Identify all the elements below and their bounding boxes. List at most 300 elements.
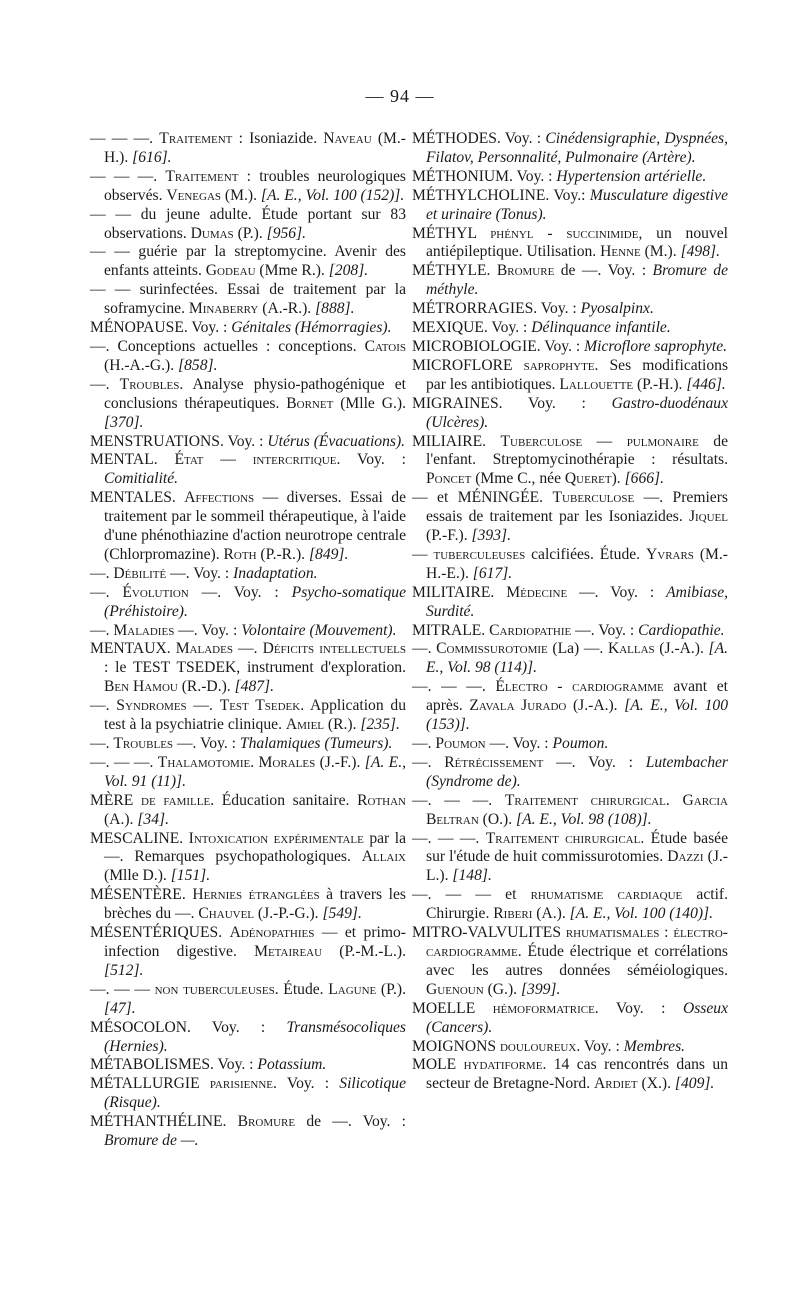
- entry-segment: Amibiase, Surdité.: [426, 583, 729, 620]
- entry-segment: (A.-R.).: [258, 300, 316, 318]
- entry-segment: [498].: [680, 243, 720, 261]
- entry-segment: Catois: [364, 337, 406, 355]
- entry-segment: de —. Voy. :: [295, 1113, 406, 1131]
- index-entry: [90, 243, 406, 281]
- entry-segment: MIGRAINES. Voy. :: [412, 394, 612, 412]
- entry-segment: Morales: [258, 753, 316, 771]
- entry-segment: Guenoun: [426, 980, 484, 998]
- entry-segment: Bromure: [237, 1113, 296, 1131]
- index-entry: [412, 168, 728, 187]
- entry-segment: (A.).: [104, 810, 138, 828]
- entry-segment: Cardiopathie.: [638, 621, 725, 639]
- entry-segment: (J.-A.).: [654, 640, 709, 658]
- entry-segment: douloureux: [499, 1037, 577, 1055]
- entry-segment: rhumatismales: [565, 924, 660, 942]
- page-number: — 94 —: [365, 86, 435, 106]
- entry-segment: —.: [90, 564, 114, 582]
- index-entry: [412, 924, 728, 1000]
- entry-segment: Pyosalpinx.: [580, 300, 654, 318]
- index-entry: [412, 830, 728, 887]
- entry-segment: Évolution: [122, 583, 189, 601]
- entry-segment: Affections: [184, 489, 255, 507]
- entry-segment: Volontaire (Mouvement).: [241, 621, 397, 639]
- entry-segment: Yvrars: [645, 545, 694, 563]
- entry-segment: Génitales (Hémorragies).: [231, 319, 392, 337]
- entry-segment: non tuberculeuses: [154, 980, 275, 998]
- entry-segment: Commissurotomie: [436, 640, 548, 658]
- entry-segment: rhumatisme cardiaque: [530, 886, 683, 904]
- entry-segment: . Voy. :: [576, 1037, 624, 1055]
- entry-segment: Traitement: [165, 167, 239, 185]
- entry-segment: Transmésocoliques (Hernies).: [104, 1018, 406, 1055]
- index-entry: [412, 489, 728, 546]
- entry-segment: Comitialité.: [104, 470, 179, 488]
- entry-segment: Malades: [175, 640, 233, 658]
- entry-segment: Henne: [600, 243, 641, 261]
- index-entry: [412, 886, 728, 924]
- entry-segment: MICROFLORE: [412, 356, 524, 374]
- entry-segment: Naveau: [323, 130, 372, 147]
- index-entry: [90, 754, 406, 792]
- entry-segment: : Isoniazide.: [232, 130, 324, 147]
- entry-segment: Cardiopathie: [489, 621, 572, 639]
- entry-segment: — et primo-infection digestive.: [104, 924, 406, 960]
- index-entry: [90, 168, 406, 206]
- entry-segment: Poumon: [435, 735, 486, 752]
- entry-segment: Roth: [223, 545, 257, 563]
- entry-segment: Lagune: [328, 980, 377, 998]
- entry-segment: —. Voy. :: [166, 564, 234, 582]
- entry-segment: —. — —.: [90, 753, 158, 771]
- entry-segment: saprophyte: [523, 356, 595, 374]
- entry-segment: Godeau: [205, 262, 256, 280]
- entry-segment: — — guérie par la streptomycine. Avenir des enfants atteints.: [90, 243, 406, 280]
- entry-segment: électro-cardiogramme: [426, 924, 728, 960]
- index-entry: [90, 130, 406, 168]
- entry-segment: MÉTHYLE.: [412, 262, 497, 280]
- entry-segment: MÉTRORRAGIES. Voy. :: [412, 300, 581, 318]
- entry-segment: Metaireau: [254, 942, 323, 960]
- index-entry: [412, 735, 728, 754]
- index-entry: [412, 754, 728, 792]
- entry-segment: parisienne: [209, 1075, 273, 1093]
- entry-segment: Maladies: [113, 621, 175, 639]
- entry-segment: [47].: [104, 999, 136, 1017]
- index-entry: [90, 584, 406, 622]
- entry-segment: . Analyse physio-pathogénique et conclusions thérapeutiques.: [104, 375, 407, 412]
- entry-segment: Tuberculose: [500, 432, 583, 450]
- entry-segment: [666].: [624, 470, 665, 488]
- entry-segment: Garcia Beltran: [426, 791, 728, 828]
- entry-segment: [617].: [472, 564, 513, 582]
- index-entry: [90, 565, 406, 584]
- entry-segment: MÈRE: [90, 791, 141, 809]
- index-entry: [412, 678, 728, 735]
- index-entry: [90, 451, 406, 489]
- entry-segment: [849].: [308, 545, 349, 563]
- entry-segment: : le TEST TSEDEK, instrument d'exploration.: [104, 659, 406, 677]
- entry-segment: MÉTHANTHÉLINE.: [90, 1113, 238, 1131]
- entry-segment: [A. E., Vol. 100 (152)].: [260, 186, 405, 204]
- entry-segment: —. Voy. :: [173, 735, 240, 752]
- entry-segment: —.: [90, 697, 117, 715]
- entry-segment: Lallouette: [559, 375, 634, 393]
- entry-segment: [370].: [104, 413, 144, 431]
- entry-segment: Microflore saprophyte.: [584, 337, 728, 355]
- index-entry: [90, 697, 406, 735]
- entry-segment: Ardiet: [594, 1075, 638, 1093]
- entry-segment: calcifiées. Étude.: [525, 545, 646, 563]
- entry-segment: MILIAIRE.: [412, 432, 501, 450]
- entry-segment: —.: [412, 735, 436, 752]
- entry-segment: . Éducation sanitaire.: [210, 791, 358, 809]
- entry-segment: —. Conceptions actuelles : conceptions.: [90, 337, 365, 355]
- entry-segment: — — —.: [90, 130, 160, 147]
- index-entry: [90, 981, 406, 1019]
- entry-segment: de famille: [141, 791, 211, 809]
- entry-segment: . Étude basée sur l'étude de huit commissurotomies.: [426, 829, 728, 866]
- index-entry: [412, 433, 728, 490]
- entry-segment: [34].: [137, 810, 169, 828]
- index-entry: [412, 584, 728, 622]
- entry-segment: [151].: [170, 867, 211, 885]
- entry-segment: (J.-A.).: [566, 697, 625, 715]
- entry-segment: Syndromes: [116, 697, 187, 715]
- entry-segment: Rothan: [357, 791, 406, 809]
- entry-segment: Électro - cardiogramme: [495, 678, 664, 696]
- entry-segment: Utérus (Évacuations).: [267, 432, 406, 450]
- index-entry: [412, 1000, 728, 1038]
- index-entry: [412, 300, 728, 319]
- entry-segment: (M.-H.-E.).: [426, 545, 728, 582]
- entry-segment: Adénopathies: [229, 924, 315, 942]
- entry-segment: . Ses modifications par les antibiotiques.: [426, 356, 729, 393]
- entry-segment: MÉNOPAUSE. Voy. :: [90, 319, 232, 337]
- entry-segment: —. — —.: [412, 829, 486, 847]
- entry-segment: [A. E., Vol. 98 (108)].: [516, 810, 652, 828]
- entry-segment: [235].: [360, 716, 400, 734]
- entry-segment: — — du jeune adulte. Étude portant sur 83 observations.: [90, 205, 406, 242]
- entry-segment: Thalamiques (Tumeurs).: [239, 735, 393, 752]
- entry-segment: Débilité: [113, 564, 167, 582]
- entry-segment: [616].: [132, 148, 172, 166]
- entry-segment: —.: [412, 753, 445, 771]
- entry-segment: Dazzi: [667, 848, 704, 866]
- entry-segment: (M.-H.).: [104, 130, 406, 166]
- index-entry: [412, 130, 728, 168]
- entry-segment: (G.).: [483, 980, 521, 998]
- entry-segment: [208].: [328, 262, 369, 280]
- entry-segment: (J.-L.).: [426, 848, 728, 885]
- index-entry: [412, 225, 728, 263]
- entry-segment: (H.-A.-G.).: [104, 356, 179, 374]
- entry-segment: de l'enfant. Streptomycinothérapie : résultats.: [426, 432, 728, 469]
- entry-segment: Délinquance infantile.: [531, 319, 671, 337]
- entry-segment: —. Premiers essais de traitement par les Isoniazides.: [426, 489, 728, 526]
- entry-segment: [A. E., Vol. 91 (11)].: [104, 753, 407, 790]
- entry-segment: [549].: [322, 905, 362, 923]
- index-entry: [90, 735, 406, 754]
- entry-segment: [888].: [315, 300, 355, 318]
- entry-segment: —.: [90, 583, 123, 601]
- entry-segment: actif. Chirurgie.: [426, 886, 729, 923]
- entry-segment: Dumas: [190, 224, 234, 242]
- entry-segment: :: [659, 924, 674, 942]
- index-entry: [412, 792, 728, 830]
- entry-segment: [A. E., Vol. 98 (114)].: [426, 640, 728, 677]
- entry-segment: MÉTHODES. Voy. :: [412, 130, 546, 147]
- entry-segment: (Mme R.).: [255, 262, 329, 280]
- index-entry: [412, 1056, 728, 1094]
- entry-segment: MÉTHYLCHOLINE. Voy.:: [412, 186, 590, 204]
- entry-segment: MICROBIOLOGIE. Voy. :: [412, 337, 585, 355]
- entry-segment: Bromure de —.: [104, 1132, 199, 1150]
- index-entry: [412, 640, 728, 678]
- index-entry: [412, 622, 728, 641]
- entry-segment: (P.).: [376, 980, 407, 998]
- entry-segment: phényl - succinimide: [490, 224, 639, 242]
- entry-segment: —. — —.: [412, 678, 496, 696]
- index-entry: [90, 1056, 406, 1075]
- entry-segment: , un nouvel antiépileptique. Utilisation.: [426, 224, 728, 261]
- entry-segment: MOLE: [412, 1056, 464, 1074]
- entry-segment: (M.).: [221, 186, 261, 204]
- entry-segment: . Étude électrique et corrélations avec les autres données séméiologiques.: [426, 942, 728, 979]
- entry-segment: Tuberculose: [552, 489, 635, 507]
- entry-segment: Lutembacher (Syndrome de).: [426, 753, 728, 790]
- entry-segment: Bromure: [496, 262, 555, 280]
- entry-segment: MENSTRUATIONS. Voy. :: [90, 432, 268, 450]
- entry-segment: — et MÉNINGÉE.: [412, 489, 553, 507]
- entry-segment: MILITAIRE.: [412, 583, 507, 601]
- entry-segment: MÉSENTÉRIQUES.: [90, 924, 230, 942]
- entry-segment: Médecine: [506, 583, 568, 601]
- index-entry: [90, 206, 406, 244]
- entry-segment: Ben Hamou: [104, 678, 178, 696]
- entry-segment: MESCALINE.: [90, 829, 189, 847]
- entry-segment: Amiel: [285, 716, 325, 734]
- entry-segment: —. — —.: [412, 791, 505, 809]
- entry-segment: Poncet: [426, 470, 472, 488]
- entry-segment: MENTAUX.: [90, 640, 176, 658]
- entry-segment: Hernies étranglées: [192, 886, 320, 904]
- entry-segment: Intoxication expérimentale: [188, 829, 364, 847]
- index-entry: [90, 281, 406, 319]
- entry-segment: MOIGNONS: [412, 1037, 500, 1055]
- entry-segment: — diverses. Essai de traitement par le sommeil thérapeutique, à l'aide d'une phénothiazine d'action neurotrope centrale (Chlorpromazine).: [104, 489, 406, 563]
- entry-segment: Osseux (Cancers).: [426, 999, 728, 1036]
- entry-segment: Troubles: [119, 375, 180, 393]
- entry-segment: —: [582, 432, 627, 450]
- entry-segment: Minaberry: [188, 300, 259, 318]
- entry-segment: Venegas: [166, 186, 222, 204]
- entry-segment: .: [250, 753, 259, 771]
- entry-segment: avant et après.: [426, 678, 728, 715]
- entry-segment: [A. E., Vol. 100 (140)].: [569, 905, 714, 923]
- entry-segment: (J.-F.).: [315, 753, 365, 771]
- entry-segment: . Voy. :: [594, 999, 683, 1017]
- index-entry: [90, 489, 406, 565]
- entry-segment: (R.-D.).: [177, 678, 235, 696]
- index-entry: [90, 1075, 406, 1113]
- entry-segment: —.: [90, 735, 114, 752]
- index-entry: [90, 924, 406, 981]
- entry-segment: à travers les brèches du —.: [104, 886, 406, 923]
- entry-segment: Musculature digestive et urinaire (Tonus).: [426, 186, 728, 223]
- entry-segment: —.: [90, 621, 114, 639]
- index-entry: [90, 886, 406, 924]
- entry-segment: MEXIQUE. Voy. :: [412, 319, 532, 337]
- entry-segment: (Mlle D.).: [104, 867, 171, 885]
- index-entry: [90, 640, 406, 697]
- entry-segment: Zavala Jurado: [469, 697, 567, 715]
- entry-segment: Potassium.: [257, 1056, 327, 1074]
- index-entry: [90, 1019, 406, 1057]
- right-column: [412, 130, 728, 1094]
- entry-segment: MENTALES.: [90, 489, 185, 507]
- entry-segment: [512].: [104, 961, 144, 979]
- entry-segment: (O.).: [478, 810, 517, 828]
- entry-segment: (P.-H.).: [633, 375, 687, 393]
- index-entry: [90, 830, 406, 887]
- index-entry: [412, 187, 728, 225]
- entry-segment: Rétrécissement: [444, 753, 544, 771]
- entry-segment: MENTAL.: [90, 451, 175, 469]
- entry-segment: [858].: [178, 356, 218, 374]
- entry-segment: —. Voy. :: [188, 583, 292, 601]
- entry-segment: Riberi: [493, 905, 533, 923]
- index-entry: [90, 338, 406, 376]
- entry-segment: Cinédensigraphie, Dyspnées, Filatov, Personnalité, Pulmonaire (Artère).: [426, 130, 729, 166]
- entry-segment: —. — — et: [412, 886, 531, 904]
- entry-segment: . Application du test à la psychiatrie clinique.: [104, 697, 406, 734]
- entry-segment: Bromure de méthyle.: [426, 262, 728, 299]
- entry-segment: —.: [90, 375, 120, 393]
- index-entry: [90, 376, 406, 433]
- entry-segment: Inadaptation.: [233, 564, 318, 582]
- entry-segment: [956].: [266, 224, 307, 242]
- entry-segment: MÉTALLURGIE: [90, 1075, 210, 1093]
- entry-segment: Jiquel: [688, 508, 728, 526]
- entry-segment: . Voy. :: [273, 1075, 340, 1093]
- entry-segment: —: [412, 545, 434, 563]
- entry-segment: —. — —: [90, 980, 155, 998]
- index-entry: [412, 395, 728, 433]
- entry-segment: Bornet: [286, 394, 334, 412]
- entry-segment: —. Voy. :: [567, 583, 667, 601]
- entry-segment: hydatiforme: [463, 1056, 543, 1074]
- entry-segment: Traitement chirurgical: [504, 791, 666, 809]
- entry-segment: —. Voy. :: [174, 621, 242, 639]
- entry-segment: —.: [186, 697, 220, 715]
- entry-segment: — — —.: [90, 167, 166, 185]
- entry-segment: MITRALE.: [412, 621, 490, 639]
- entry-segment: tuberculeuses: [433, 545, 526, 563]
- entry-segment: . Étude.: [274, 980, 329, 998]
- entry-segment: Psycho-somatique (Préhistoire).: [104, 583, 406, 620]
- entry-segment: Chauvel: [198, 905, 255, 923]
- entry-segment: Test Tsedek: [219, 697, 301, 715]
- index-entry: [90, 1113, 406, 1151]
- entry-segment: Kallas: [607, 640, 655, 658]
- entry-segment: —.: [412, 640, 437, 658]
- entry-segment: (J.-P.-G.).: [254, 905, 323, 923]
- entry-segment: . 14 cas rencontrés dans un secteur de Bretagne-Nord.: [426, 1056, 729, 1093]
- index-entry: [90, 433, 406, 452]
- entry-segment: MÉSENTÈRE.: [90, 886, 193, 904]
- entry-segment: Membres.: [623, 1037, 686, 1055]
- entry-segment: Déficits intellectuels: [262, 640, 406, 658]
- entry-segment: Silicotique (Risque).: [104, 1075, 406, 1112]
- entry-segment: Poumon.: [552, 735, 609, 752]
- entry-segment: —.: [232, 640, 263, 658]
- entry-segment: (La) —.: [547, 640, 608, 658]
- index-entry: [412, 546, 728, 584]
- entry-segment: —. Voy. :: [485, 735, 553, 752]
- entry-segment: [409].: [674, 1075, 715, 1093]
- entry-segment: par la —. Remarques psychopathologiques.: [104, 829, 406, 866]
- entry-segment: hémoformatrice: [492, 999, 595, 1017]
- entry-segment: pulmonaire: [626, 432, 699, 450]
- entry-segment: (A.).: [532, 905, 570, 923]
- entry-segment: [399].: [520, 980, 561, 998]
- entry-segment: [393].: [471, 527, 511, 545]
- entry-segment: [148].: [452, 867, 492, 885]
- entry-segment: (P.-F.).: [426, 527, 472, 545]
- entry-segment: MÉTABOLISMES. Voy. :: [90, 1056, 258, 1074]
- entry-segment: Hypertension artérielle.: [556, 167, 707, 185]
- entry-segment: (Mme C., née: [471, 470, 565, 488]
- entry-segment: MÉTHONIUM. Voy. :: [412, 167, 557, 185]
- entry-segment: —. Voy. :: [571, 621, 639, 639]
- entry-segment: — — surinfectées. Essai de traitement par la soframycine.: [90, 281, 406, 318]
- entry-segment: Allaix: [361, 848, 406, 866]
- index-entry: [412, 338, 728, 357]
- index-entry: [412, 319, 728, 338]
- entry-segment: Traitement chirurgical: [485, 829, 641, 847]
- entry-segment: Gastro-duodénaux (Ulcères).: [426, 394, 728, 431]
- entry-segment: ).: [611, 470, 625, 488]
- left-column: [90, 130, 406, 1151]
- entry-segment: Troubles: [113, 735, 174, 752]
- entry-segment: État — intercritique: [174, 451, 337, 469]
- entry-segment: [A. E., Vol. 100 (153)].: [426, 697, 729, 734]
- entry-segment: (M.).: [640, 243, 681, 261]
- entry-segment: . Voy. :: [336, 451, 406, 469]
- entry-segment: de —. Voy. :: [554, 262, 653, 280]
- index-entry: [90, 319, 406, 338]
- entry-segment: .: [665, 791, 683, 809]
- entry-segment: MITRO-VALVULITES: [412, 924, 566, 942]
- entry-segment: Thalamotomie: [157, 753, 251, 771]
- index-entry: [412, 1038, 728, 1057]
- entry-segment: [446].: [686, 375, 726, 393]
- entry-segment: (P.).: [233, 224, 267, 242]
- index-entry: [412, 262, 728, 300]
- entry-segment: (R.).: [324, 716, 361, 734]
- entry-segment: MÉSOCOLON. Voy. :: [90, 1018, 287, 1036]
- entry-segment: (P.-R.).: [256, 545, 309, 563]
- entry-segment: MÉTHYL: [412, 224, 491, 242]
- entry-segment: MOELLE: [412, 999, 493, 1017]
- entry-segment: : troubles neurologiques observés.: [104, 167, 406, 204]
- entry-segment: Traitement: [159, 130, 233, 147]
- index-entry: [90, 792, 406, 830]
- entry-segment: —. Voy. :: [543, 753, 646, 771]
- entry-segment: (P.-M.-L.).: [322, 942, 406, 960]
- entry-segment: (Mlle G.).: [333, 394, 406, 412]
- entry-segment: [487].: [234, 678, 275, 696]
